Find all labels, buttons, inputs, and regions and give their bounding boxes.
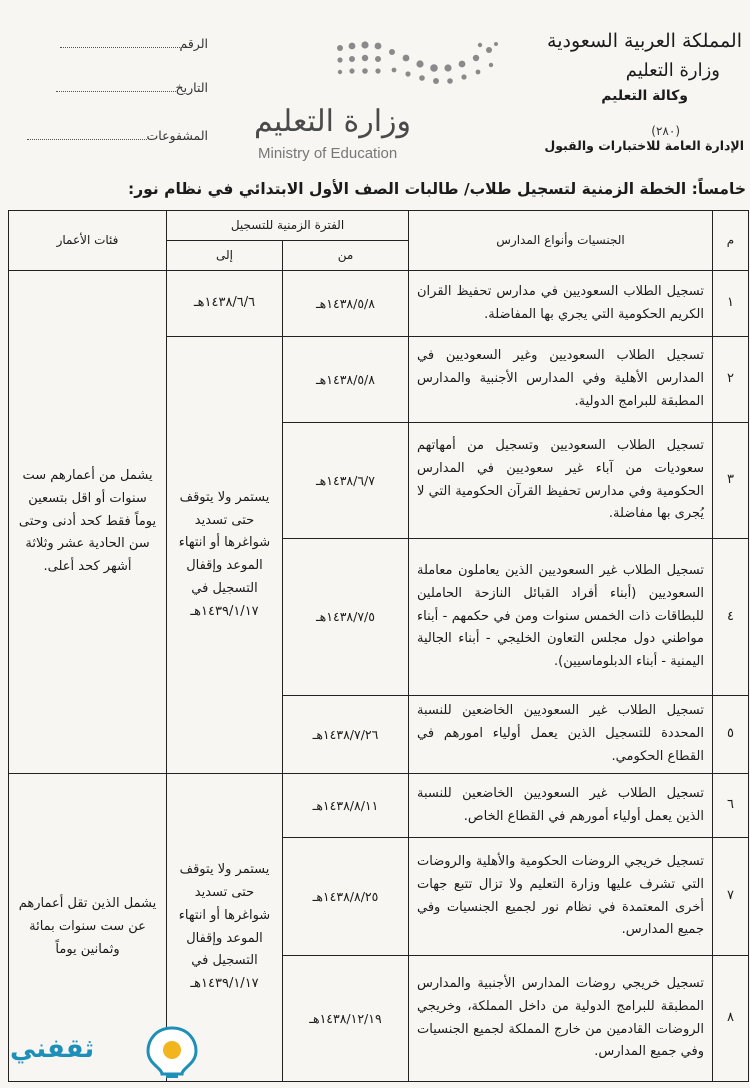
row-from-date: ١٤٣٨/٦/٧هـ <box>283 423 409 539</box>
row-description: تسجيل الطلاب غير السعوديين الخاضعين للنسبة الذين يعمل أولياء أمورهم في القطاع الخاص. <box>409 774 713 838</box>
row-description: تسجيل خريجي روضات المدارس الأجنبية والمدارس المطبقة للبرامج الدولية من داخل المملكة، وخريجي الروضات القادمين من خارج المملكة لجميع الجنسيات وفي جميع المدارس. <box>409 956 713 1082</box>
row-description: تسجيل الطلاب السعوديين وغير السعوديين في المدارس الأهلية وفي المدارس الأجنبية والمدارس المطبقة للبرامج الدولية. <box>409 337 713 423</box>
section-title: خامساً: الخطة الزمنية لتسجيل طلاب/ طالبات الصف الأول الابتدائي في نظام نور: <box>128 180 746 198</box>
ministry-logo-icon <box>334 40 504 90</box>
row-number: ٥ <box>713 696 749 774</box>
registration-schedule-table <box>8 210 749 1082</box>
ministry-name: وزارة التعليم <box>625 60 720 81</box>
header-age-groups: فئات الأعمار <box>9 211 167 271</box>
department-code: (٢٨٠) <box>651 124 680 138</box>
header-description: الجنسيات وأنواع المدارس <box>409 211 713 271</box>
logo-arabic-text: وزارة التعليم <box>254 104 412 139</box>
to-period-group-1: يستمر ولا يتوقف حتى تسديد شواغرها أو انتهاء الموعد وإقفال التسجيل في ١٤٣٩/١/١٧هـ <box>167 337 283 774</box>
row-from-date: ١٤٣٨/١٢/١٩هـ <box>283 956 409 1082</box>
date-label: التاريخ <box>175 80 208 95</box>
header-from: من <box>283 241 409 271</box>
date-field <box>8 80 208 95</box>
row-number: ٨ <box>713 956 749 1082</box>
table-row <box>9 271 749 337</box>
row-description: تسجيل الطلاب السعوديين في مدارس تحفيظ القران الكريم الحكومية التي يجري بها المفاضلة. <box>409 271 713 337</box>
department-name: الإدارة العامة للاختبارات والقبول <box>544 138 744 153</box>
row-from-date: ١٤٣٨/٧/٥هـ <box>283 539 409 696</box>
row-number: ٦ <box>713 774 749 838</box>
row-from-date: ١٤٣٨/٥/٨هـ <box>283 271 409 337</box>
row-number: ٣ <box>713 423 749 539</box>
agency-name: وكالة التعليم <box>601 88 688 104</box>
site-watermark <box>10 1024 210 1084</box>
header-to: إلى <box>167 241 283 271</box>
lightbulb-icon <box>142 1024 202 1080</box>
row-from-date: ١٤٣٨/٥/٨هـ <box>283 337 409 423</box>
header-number: م <box>713 211 749 271</box>
age-group-2: يشمل الذين تقل أعمارهم عن ست سنوات بمائة وثمانين يوماً <box>9 774 167 1082</box>
to-period-group-2: يستمر ولا يتوقف حتى تسديد شواغرها أو انتهاء الموعد وإقفال التسجيل في ١٤٣٩/١/١٧هـ <box>167 774 283 1082</box>
row-description: تسجيل الطلاب غير السعوديين الذين يعاملون معاملة السعوديين (أبناء أفراد القبائل النازحة الحاملين للبطاقات ذات الخمس سنوات ومن في حكمهم - أبناء مواطني دول مجلس التعاون الخليجي - أبناء الجالية اليمنية - أبناء الدبلوماسيين). <box>409 539 713 696</box>
letterhead <box>0 0 750 180</box>
row-number: ٢ <box>713 337 749 423</box>
row-number: ٤ <box>713 539 749 696</box>
kingdom-name: المملكة العربية السعودية <box>547 30 742 52</box>
row-description: تسجيل الطلاب السعوديين وتسجيل من أمهاتهم سعوديات من آباء غير سعوديين في المدارس الحكومية وفي مدارس تحفيظ القرآن الحكومية التي لا يُجرى بها مفاضلة. <box>409 423 713 539</box>
row-from-date: ١٤٣٨/٨/١١هـ <box>283 774 409 838</box>
row-from-date: ١٤٣٨/٨/٢٥هـ <box>283 838 409 956</box>
reference-number-field <box>8 36 208 51</box>
header-period: الفترة الزمنية للتسجيل <box>167 211 409 241</box>
age-group-1: يشمل من أعمارهم ست سنوات أو اقل بتسعين يوماً فقط كحد أدنى وحتى سن الحادية عشر وثلاثة أشهر كحد أعلى. <box>9 271 167 774</box>
watermark-text: ثقفني <box>10 1034 95 1064</box>
reference-label: الرقم <box>179 36 208 51</box>
table-row <box>9 774 749 838</box>
attachments-label: المشفوعات <box>146 128 208 143</box>
row-description: تسجيل الطلاب غير السعوديين الخاضعين للنسبة المحددة للتسجيل الذين يعمل أولياء امورهم في القطاع الحكومي. <box>409 696 713 774</box>
logo-english-text: Ministry of Education <box>258 145 398 162</box>
row-to-date: ١٤٣٨/٦/٦هـ <box>167 271 283 337</box>
row-number: ١ <box>713 271 749 337</box>
row-number: ٧ <box>713 838 749 956</box>
row-description: تسجيل خريجي الروضات الحكومية والأهلية والروضات التي تشرف عليها وزارة التعليم ولا تزال تتبع جهات أخرى المعتمدة في نظام نور لجميع الجنسيات وفي جميع المدارس. <box>409 838 713 956</box>
row-from-date: ١٤٣٨/٧/٢٦هـ <box>283 696 409 774</box>
attachments-field <box>8 128 208 143</box>
